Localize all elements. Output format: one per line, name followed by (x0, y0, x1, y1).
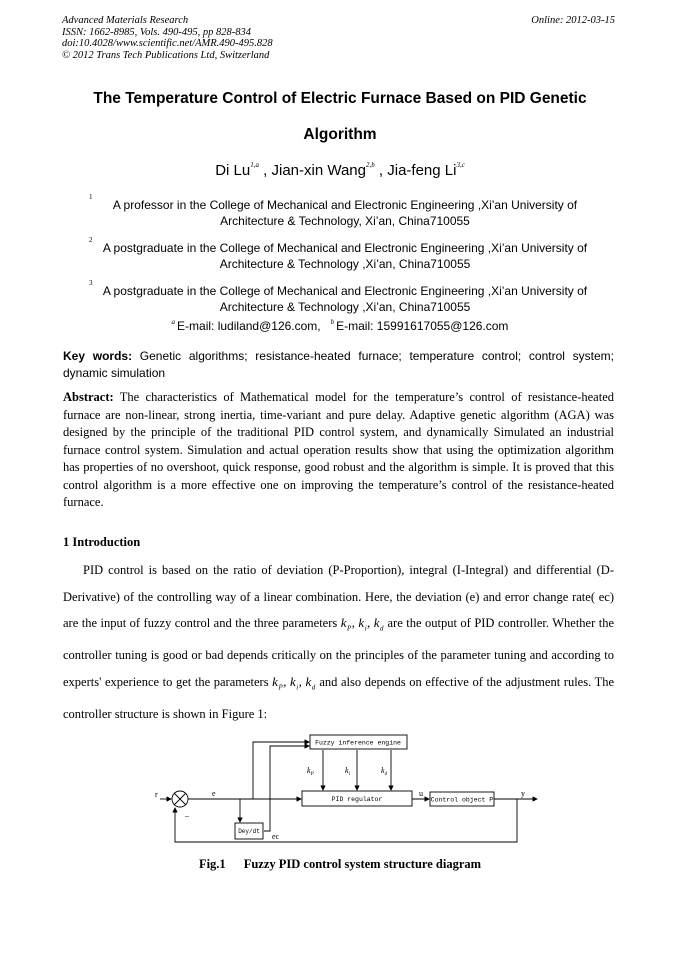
param-kd: $k_d$ (305, 673, 316, 692)
paper-title-line-1: The Temperature Control of Electric Furnace Based on PID Genetic (93, 90, 587, 107)
affiliation-number: 3 (89, 279, 93, 287)
intro-text-3: and also depends on effective of the adjustment rules. The controller structure is shown in Figure 1: (63, 674, 615, 721)
affiliation-line: A postgraduate in the College of Mechanical and Electronic Engineering ,Xi’an University of (102, 241, 588, 255)
author-list (60, 161, 620, 179)
author-mark: 3,c (456, 161, 465, 169)
affiliation-1 (75, 193, 615, 229)
ec-label: ec (272, 832, 280, 841)
intro-text-2: are the output of PID controller. Whether the controller tuning is good or bad depends critically on the principles of the parameter tuning and according to experts' experience to get the parameters (63, 616, 614, 689)
affiliation-line: Architecture & Technology, Xi’an, China710055 (220, 214, 470, 228)
author-mark: 2,b (365, 161, 375, 169)
param-ki: $k_i$ (358, 615, 368, 633)
abstract (63, 389, 614, 512)
affiliation-line: Architecture & Technology ,Xi’an, China710055 (219, 257, 471, 271)
affiliation-2 (75, 236, 615, 272)
keywords (63, 348, 614, 382)
kd-label: $k_d$ (381, 766, 388, 777)
journal-name: Advanced Materials Research (62, 15, 189, 26)
journal-header (62, 15, 273, 61)
paper-title-line-2: Algorithm (303, 126, 377, 143)
e-label: e (212, 789, 216, 798)
affiliation-number: 2 (89, 236, 93, 244)
keywords-text: Genetic algorithms; resistance-heated furnace; temperature control; control system; dynamic simulation (63, 349, 615, 380)
section-heading: 1 Introduction (63, 535, 141, 549)
affiliation-line: A professor in the College of Mechanical and Electronic Engineering ,Xi’an University of (112, 198, 578, 212)
e-to-fuzzy-line (253, 742, 309, 799)
figure-caption-text: Fuzzy PID control system structure diagram (243, 857, 482, 871)
affiliation-3 (75, 279, 615, 315)
author-name: Jian-xin Wang (271, 162, 366, 179)
email-mark-b: b (330, 318, 335, 326)
r-label: r (155, 790, 158, 799)
intro-text-1: PID control is based on the ratio of deviation (P-Proportion), integral (I-Integral) and differential (D-Derivative) of the controlling way of a linear combination. Here, the deviation (e) and error change rate( ec) are the input of fuzzy control and the three parameters (63, 563, 614, 630)
param-kd: $k_d$ (373, 615, 385, 633)
figure-number: Fig.1 (198, 857, 226, 871)
email-b: E-mail: 15991617055@126.com (336, 319, 509, 333)
affiliation-line: Architecture & Technology ,Xi’an, China710055 (219, 300, 471, 314)
author-separator: , (374, 162, 388, 179)
control-object-label: Control object P (430, 796, 494, 804)
abstract-label: Abstract: (63, 390, 114, 404)
affiliation-number: 1 (89, 193, 93, 201)
author-name: Di Lu (215, 162, 251, 179)
figure-caption (60, 857, 620, 872)
author-name: Jia-feng Li (387, 162, 457, 179)
email-a: E-mail: ludiland@126.com, (177, 319, 321, 333)
intro-paragraph: PID control is based on the ratio of deviation (P-Proportion), integral (I-Integral) and differential (D-Derivative) of the controlling way of a linear combination. Here, the deviation (e) and error change rate( ec) are the input of fuzzy control and the three parameters $k_P$, $k_i$, $k_d$ are the output of PID controller. Whether the controller tuning is good or bad depends critically on the principles of the parameter tuning and according to experts' experience to get the parameters $k_P$, $k_i$, $k_d$ and also depends on effective of the adjustment rules. The controller structure is shown in Figure 1: (63, 563, 615, 721)
author-mark: 1,a (250, 161, 259, 169)
ddt-label: Dey/dt (238, 828, 260, 835)
email-mark-a: a (171, 318, 176, 326)
pid-regulator-label: PID regulator (331, 796, 383, 803)
keywords-label: Key words: (63, 349, 133, 363)
doi: doi:10.4028/www.scientific.net/AMR.490-495.828 (62, 38, 273, 49)
kp-label: $k_P$ (307, 766, 314, 777)
ki-label: $k_i$ (345, 766, 350, 777)
y-label: y (521, 789, 525, 798)
copyright: © 2012 Trans Tech Publications Ltd, Switzerland (62, 49, 270, 61)
fuzzy-inference-label: Fuzzy inference engine (315, 739, 401, 747)
author-separator: , (258, 162, 272, 179)
param-kp: $k_P$ (340, 615, 352, 633)
minus-label: _ (185, 809, 189, 818)
author-emails (60, 318, 620, 333)
param-ki: $k_i$ (289, 673, 299, 692)
abstract-text: The characteristics of Mathematical model for the temperature’s control of resistance-heated furnace are non-linear, strong inertia, time-variant and pure delay. Adaptive genetic algorithm (AGA) was designed by the principle of the traditional PID control system, and dynamically Simulated an industrial furnace control system. Simulation and actual operation results show that using the optimization algorithm has properties of no overshoot, quick response, good robust and the algorithm is simple. It is proved that this control algorithm is a more effective one on improving the temperature’s control of the resistance-heated furnace. (63, 390, 614, 509)
online-date: Online: 2012-03-15 (531, 15, 615, 26)
affiliation-line: A postgraduate in the College of Mechanical and Electronic Engineering ,Xi’an University of (102, 284, 588, 298)
param-kp: $k_P$ (272, 673, 284, 692)
fuzzy-pid-diagram (145, 728, 545, 848)
u-label: u (419, 789, 423, 798)
issn: ISSN: 1662-8985, Vols. 490-495, pp 828-834 (62, 26, 251, 38)
ec-to-fuzzy-line (264, 746, 309, 831)
